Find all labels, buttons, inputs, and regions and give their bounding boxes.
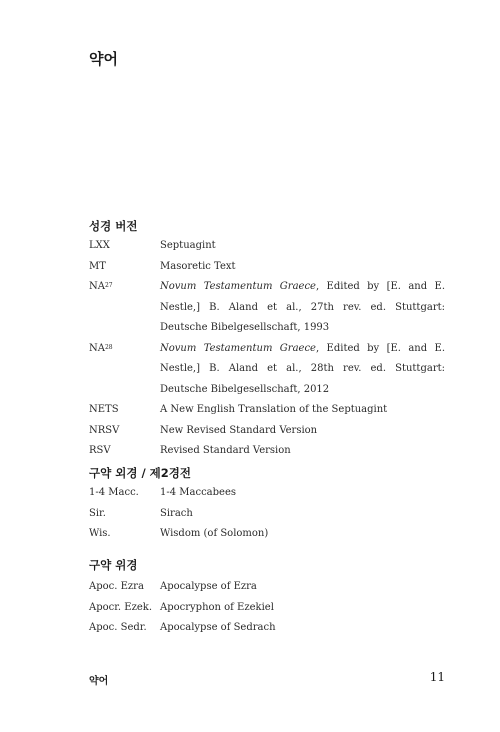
- page-title: 약어: [89, 50, 118, 68]
- abbreviation-definition: Wisdom (of Solomon): [160, 528, 269, 539]
- running-footer: 약어: [89, 676, 109, 687]
- abbreviation-list-pseudepigrapha: [89, 577, 445, 639]
- abbreviation-definition: A New English Translation of the Septuagint: [160, 404, 388, 415]
- edition-superscript: 28: [104, 343, 113, 351]
- abbreviation-list-bible-versions: [89, 236, 445, 462]
- abbreviation-term: NRSV: [89, 424, 120, 436]
- abbreviation-entry: [89, 441, 445, 462]
- abbreviation-entry: [89, 339, 445, 401]
- abbreviation-entry: [89, 277, 445, 339]
- italic-title: Novum Testamentum Graece: [160, 342, 316, 354]
- abbreviation-definition: Masoretic Text: [160, 260, 236, 272]
- abbreviation-definition: New Revised Standard Version: [160, 424, 318, 436]
- abbreviation-definition: Novum Testamentum Graece, Edited by [E. and E. Nestle,] B. Aland et al., 27th rev. ed. Stuttgart: Deutsche Bibelgesellschaft, 1993: [160, 281, 446, 333]
- section-heading-bible-versions: 성경 버전: [89, 219, 138, 233]
- abbreviation-term: 1-4 Macc.: [89, 487, 139, 498]
- abbreviation-definition: Revised Standard Version: [160, 445, 291, 456]
- abbreviation-entry: [89, 400, 445, 421]
- abbreviation-term: Apocr. Ezek.: [89, 601, 153, 613]
- abbreviation-entry: [89, 598, 445, 619]
- abbreviation-definition: Apocalypse of Sedrach: [160, 622, 276, 633]
- abbreviation-entry: [89, 524, 445, 545]
- abbreviation-term: NETS: [89, 404, 119, 415]
- abbreviation-definition: Septuagint: [160, 240, 216, 251]
- abbreviation-term: Sir.: [89, 507, 106, 519]
- abbreviation-definition: Apocalypse of Ezra: [160, 581, 257, 592]
- italic-title: Novum Testamentum Graece: [160, 281, 316, 292]
- abbreviation-entry: [89, 577, 445, 598]
- abbreviation-term: LXX: [89, 240, 110, 251]
- abbreviation-entry: [89, 421, 445, 442]
- page-number: 11: [429, 670, 445, 684]
- abbreviation-term: Apoc. Sedr.: [89, 622, 147, 633]
- abbreviation-term: Apoc. Ezra: [89, 581, 144, 592]
- abbreviation-entry: [89, 483, 445, 504]
- abbreviation-entry: [89, 504, 445, 525]
- abbreviation-term: Wis.: [89, 528, 111, 539]
- abbreviation-list-apocrypha: [89, 483, 445, 545]
- abbreviation-entry: [89, 257, 445, 278]
- abbreviation-definition: 1-4 Maccabees: [160, 487, 237, 498]
- abbreviation-term: NA$^{28}$: [89, 342, 113, 354]
- section-heading-pseudepigrapha: 구약 위경: [89, 558, 138, 572]
- abbreviation-entry: [89, 236, 445, 257]
- abbreviation-term: MT: [89, 260, 106, 272]
- edition-superscript: 27: [104, 282, 113, 289]
- abbreviation-term: RSV: [89, 445, 111, 456]
- abbreviation-definition: Novum Testamentum Graece, Edited by [E. and E. Nestle,] B. Aland et al., 28th rev. ed. Stuttgart: Deutsche Bibelgesellschaft, 2012: [160, 342, 446, 395]
- abbreviation-definition: Sirach: [160, 507, 193, 519]
- section-heading-apocrypha: 구약 외경 / 제2경전: [89, 466, 191, 480]
- abbreviation-definition: Apocryphon of Ezekiel: [160, 601, 274, 613]
- abbreviation-entry: [89, 618, 445, 639]
- abbreviation-term: NA$^{27}$: [89, 281, 113, 292]
